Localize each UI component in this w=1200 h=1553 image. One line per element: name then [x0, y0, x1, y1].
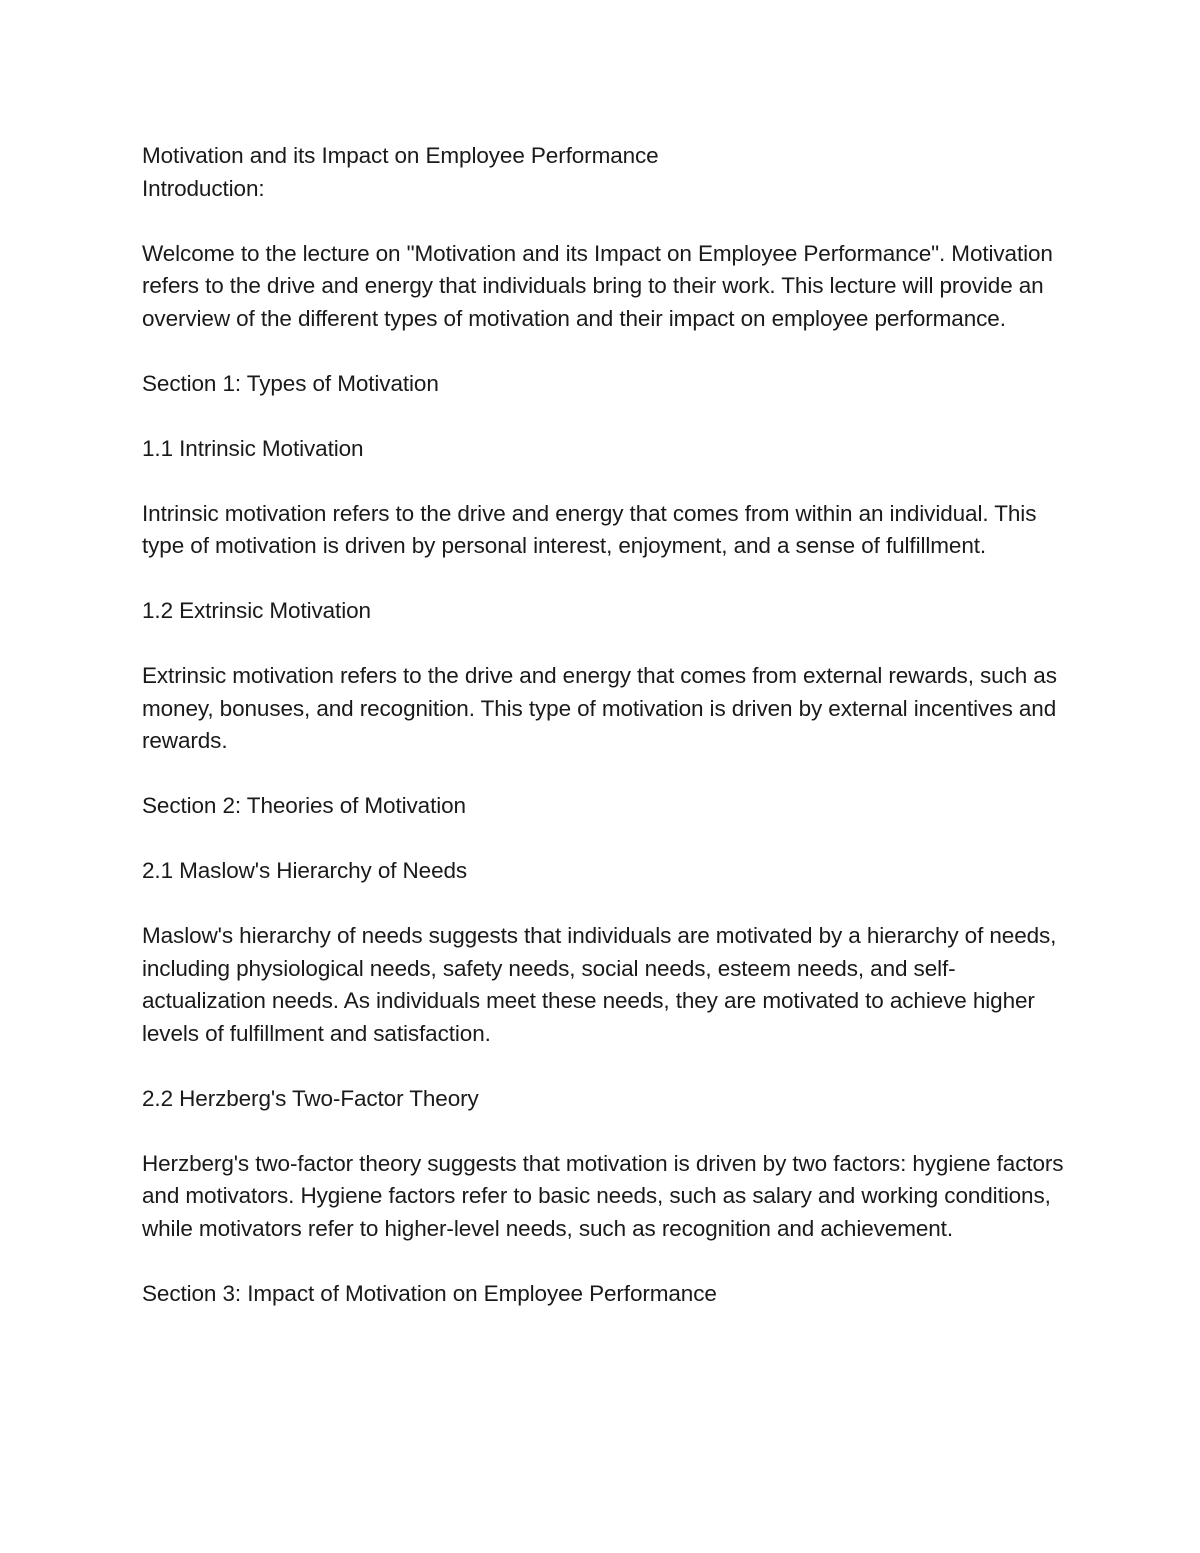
- subsection-2-2-heading: 2.2 Herzberg's Two-Factor Theory: [142, 1085, 479, 1111]
- subsection-2-1-paragraph: Maslow's hierarchy of needs suggests that individuals are motivated by a hierarchy of needs, including physiological needs, safety needs, social needs, esteem needs, and self-actualization needs. As individuals meet these needs, they are motivated to achieve higher levels of fulfillment and satisfaction.: [142, 923, 1057, 1046]
- intro-paragraph: Welcome to the lecture on "Motivation and its Impact on Employee Performance". Motivation refers to the drive and energy that individuals bring to their work. This lecture will provide an overview of the different types of motivation and their impact on employee performance.: [142, 240, 1053, 331]
- subsection-2-1-heading: 2.1 Maslow's Hierarchy of Needs: [142, 858, 468, 883]
- subsection-1-2-heading: 1.2 Extrinsic Motivation: [142, 598, 371, 623]
- section-2-heading: Section 2: Theories of Motivation: [142, 793, 466, 818]
- subsection-1-1-heading: 1.1 Intrinsic Motivation: [142, 435, 364, 461]
- section-1-heading: Section 1: Types of Motivation: [142, 370, 439, 396]
- subsection-1-2-paragraph: Extrinsic motivation refers to the drive and energy that comes from external rewards, such as money, bonuses, and recognition. This type of motivation is driven by external incentives and rewards.: [142, 663, 1057, 753]
- section-3-heading: Section 3: Impact of Motivation on Employee Performance: [142, 1280, 717, 1306]
- document-body: [142, 140, 1072, 1310]
- document-title: Motivation and its Impact on Employee Performance: [142, 143, 659, 168]
- subsection-2-2-paragraph: Herzberg's two-factor theory suggests that motivation is driven by two factors: hygiene factors and motivators. Hygiene factors refer to basic needs, such as salary and working conditions, while motivators refer to higher-level needs, such as recognition and achievement.: [142, 1150, 1064, 1241]
- intro-heading: Introduction:: [142, 175, 265, 201]
- subsection-1-1-paragraph: Intrinsic motivation refers to the drive and energy that comes from within an individual. This type of motivation is driven by personal interest, enjoyment, and a sense of fulfillment.: [142, 500, 1037, 558]
- title-block: [142, 140, 1072, 205]
